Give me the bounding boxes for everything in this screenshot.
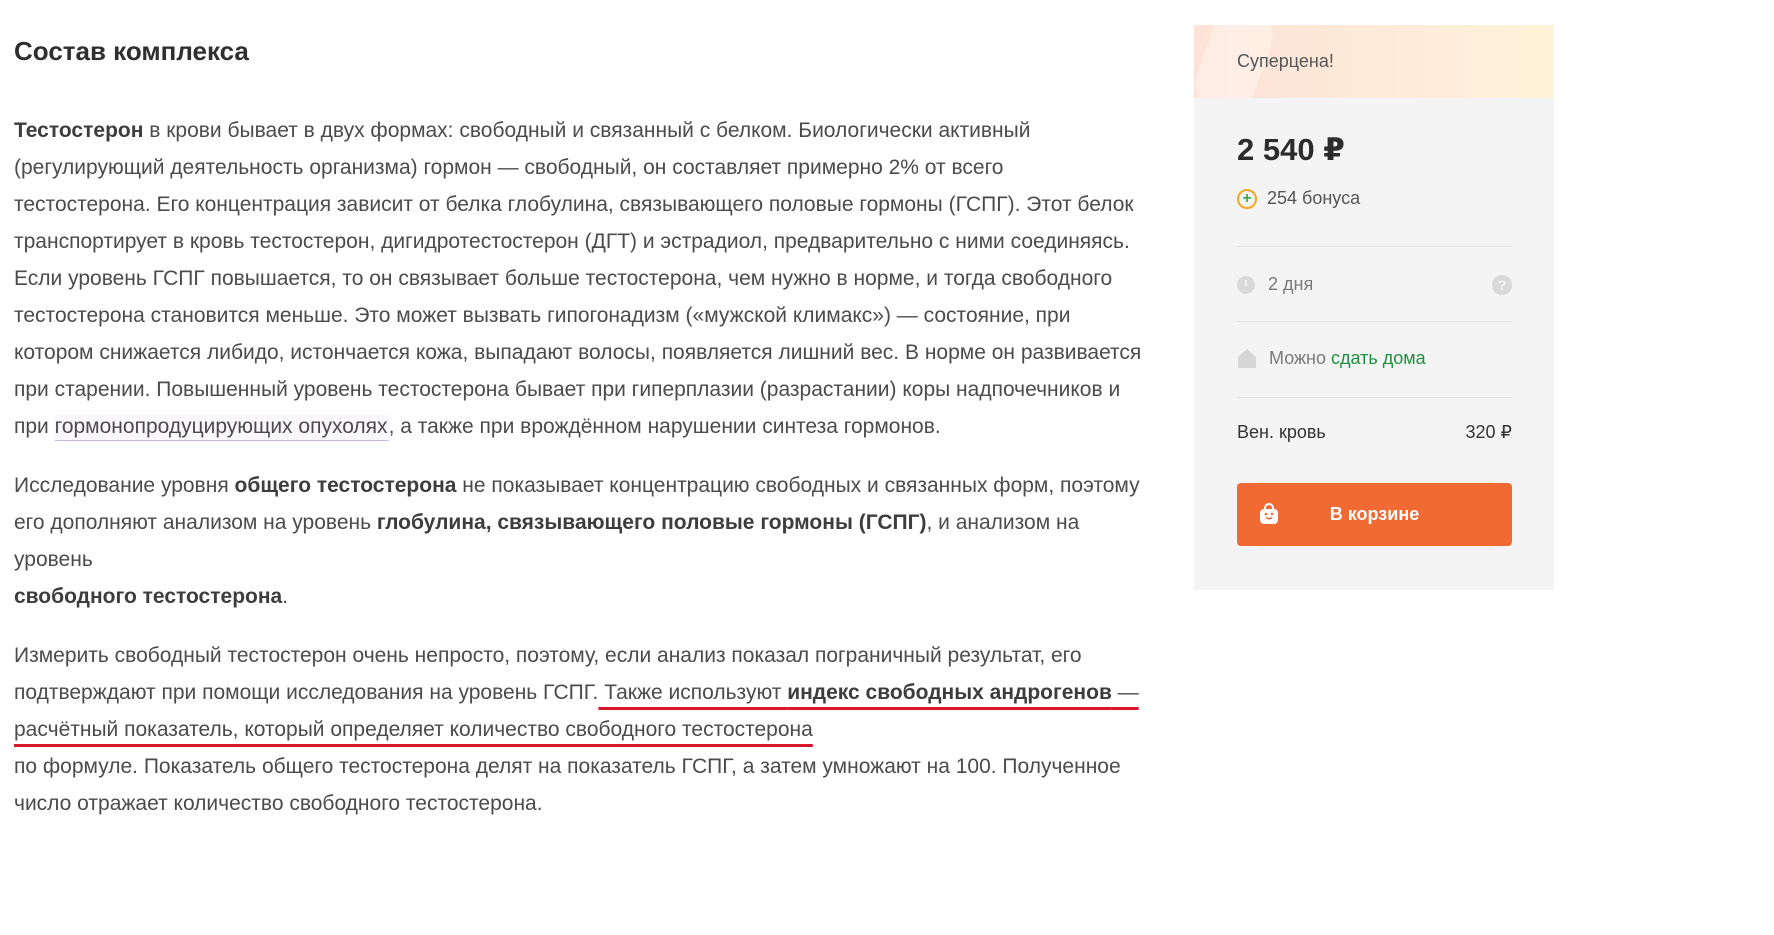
paragraph-text: , а также при врождённом нарушении синтеза гормонов. <box>388 415 941 438</box>
paragraph-text: , и анализом на уровень <box>14 511 1080 571</box>
cart-button-label: В корзине <box>1329 504 1420 524</box>
bold-term-shbg: глобулина, связывающего половые гормоны (ГСПГ) <box>376 511 927 534</box>
divider <box>1237 246 1512 247</box>
sample-type: Вен. кровь <box>1237 422 1326 442</box>
paragraph-text: Измерить свободный тестостерон очень непросто, поэтому, если анализ показал пограничный результат, его подтверждают при помощи исследования на уровень ГСПГ. <box>14 644 1082 704</box>
duration-label: 2 дня <box>1268 274 1314 294</box>
paragraph-text: в крови бывает в двух формах: свободный и связанный с белком. Биологически активный (регулирующий деятельность организма) гормон — свободный, он составляет примерно 2% от всего тестостерона. Его концентрация зависит от белка глобулина, связывающего половые гормоны (ГСПГ). Этот белок транспортирует в кровь тестостерон, дигидротестостерон (ДГТ) и эстрадиол, предварительно с ними соединяясь. Если уровень ГСПГ повышается, то он связывает больше тестостерона, чем нужно в норме, и тогда свободного тестостерона становится меньше. Это может вызвать гипогонадизм («мужской климакс») — состояние, при котором снижается либидо, истончается кожа, выпадают волосы, появляется лишний вес. В норме он развивается при старении. Повышенный уровень тестостерона бывает при гиперплазии (разрастании) коры надпочечников и при <box>14 119 1142 438</box>
bold-term-total-testosterone: общего тестостерона <box>234 474 457 497</box>
term-link-hormone-tumors[interactable]: гормонопродуцирующих опухолях <box>55 415 389 441</box>
in-cart-button[interactable] <box>1237 483 1512 546</box>
order-sidebar <box>1194 25 1554 590</box>
article-content <box>14 28 1144 844</box>
bold-term-testosterone: Тестостерон <box>14 119 144 142</box>
home-icon <box>1237 347 1257 369</box>
home-prefix: Можно <box>1269 347 1326 368</box>
promo-scalloped-edge <box>1194 93 1554 98</box>
promo-banner <box>1194 25 1554 98</box>
paragraph-text: по формуле. Показатель общего тестостерона делят на показатель ГСПГ, а затем умножают на 100. Полученное число отражает количество свободного тестостерона. <box>14 755 1121 815</box>
sample-row <box>1237 422 1512 443</box>
bold-term-free-androgen-index: индекс свободных андрогенов <box>787 681 1112 704</box>
paragraph-free-androgen-index <box>14 637 1144 822</box>
bold-term-free-testosterone: свободного тестостерона <box>14 585 283 608</box>
duration-row <box>1237 274 1512 295</box>
bonus-label: 254 бонуса <box>1267 188 1361 208</box>
paragraph-text: Также используют <box>598 681 788 704</box>
question-icon[interactable]: ? <box>1492 275 1512 295</box>
price: 2 540 ₽ <box>1237 132 1345 167</box>
paragraph-text: — расчётный показатель, который определяет количество свободного тестостерона <box>14 681 1139 741</box>
paragraph-testosterone-forms <box>14 112 1144 445</box>
section-title: Состав комплекса <box>14 36 249 66</box>
home-collection-row <box>1237 347 1512 369</box>
clock-icon <box>1237 276 1255 294</box>
paragraph-total-testosterone <box>14 467 1144 615</box>
divider <box>1237 397 1512 398</box>
paragraph-text: Исследование уровня <box>14 474 235 497</box>
sample-price: 320 ₽ <box>1465 422 1512 442</box>
divider <box>1237 321 1512 322</box>
plus-circle-icon: + <box>1237 189 1257 209</box>
paragraph-text: не показывает концентрацию свободных и связанных форм, поэтому его дополняют анализом на уровень <box>14 474 1140 534</box>
home-collection-link[interactable]: сдать дома <box>1331 347 1426 368</box>
paragraph-text: . <box>282 585 289 608</box>
promo-label: Суперцена! <box>1237 51 1334 71</box>
bonus-info <box>1237 188 1360 209</box>
shopping-bag-icon <box>1257 502 1281 526</box>
